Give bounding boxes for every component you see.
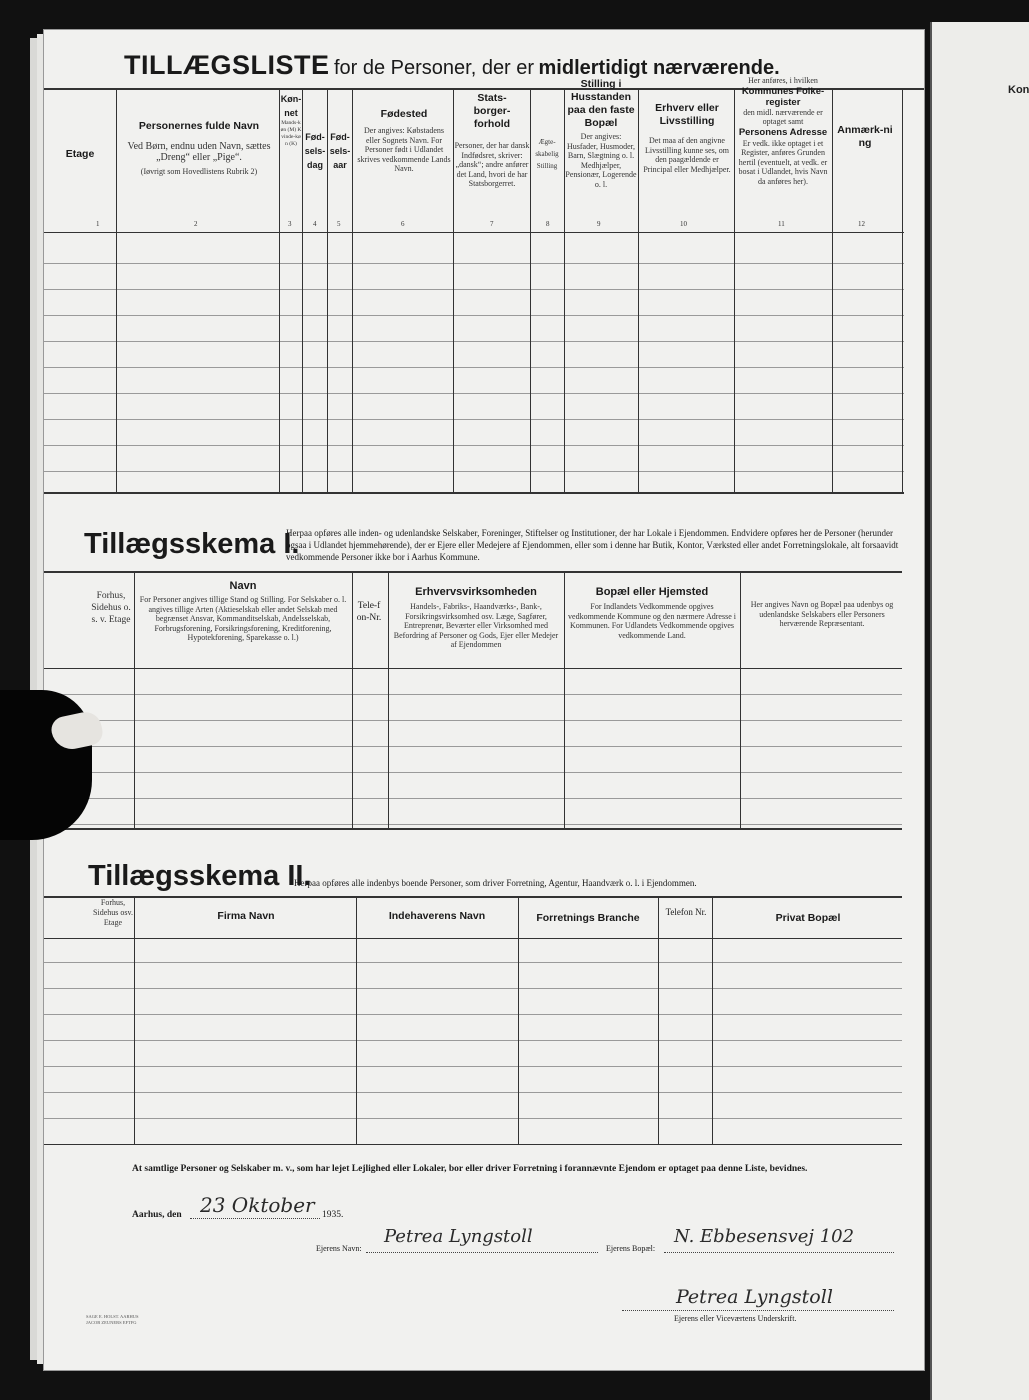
footer-year: 1935. (322, 1210, 344, 1220)
form-page (44, 30, 924, 1370)
owner-address-dotted-line (664, 1252, 894, 1254)
row-rule (44, 720, 902, 721)
signature-dotted-line (622, 1310, 894, 1312)
title-mid: for de Personer, der er (333, 57, 535, 79)
col-household-header (565, 78, 637, 189)
column-rule (740, 571, 741, 828)
row-rule (44, 315, 904, 316)
column-rule (388, 571, 389, 828)
col-birthyear-heading: Fød-sels-aar (329, 132, 351, 170)
col-occupation-note: Det maa af den angivne Livsstilling kunne ses, om den paagældende er Principal eller Medhjælper. (643, 136, 731, 174)
skema1-header-rule (44, 668, 902, 669)
skema1-col-phone: Tele-fon-Nr. (356, 601, 382, 623)
skema1-col-name-heading: Navn (229, 580, 257, 592)
row-rule (44, 962, 902, 963)
row-rule (44, 824, 902, 825)
column-rule (712, 896, 713, 1144)
skema2-title: Tillægsskema II. (88, 860, 312, 892)
col-num-9: 9 (597, 220, 601, 228)
row-rule (44, 694, 902, 695)
skema2-col-phone: Telefon Nr. (665, 907, 707, 917)
skema1-col-residence-header (566, 586, 738, 640)
col-household-heading: Stilling i Husstanden paa den faste Bopæl (567, 78, 635, 129)
skema1-col-residence-heading: Bopæl eller Hjemsted (595, 586, 709, 598)
col-name-heading: Personernes fulde Navn (138, 120, 260, 132)
owner-name-label: Ejerens Navn: (316, 1244, 362, 1253)
row-rule (44, 1014, 902, 1015)
footer-declaration: At samtlige Personer og Selskaber m. v., som har lejet Lejlighed eller Lokaler, bor eller driver Forretning i forannævnte Ejendom er optaget paa denne Liste, bevidnes. (132, 1164, 808, 1174)
printer-imprint: SAGE E. HOLST. AARHUS JACOB ZEUNERS EFTFG (86, 1314, 139, 1325)
row-rule (44, 393, 904, 394)
col-household-note: Der angives: Husfader, Husmoder, Barn, Slægtning o. l. Medhjælper, Pensionær, Logerende o. l. (565, 132, 637, 189)
skema2-col-owner: Indehaverens Navn (388, 910, 486, 922)
column-rule (638, 88, 639, 492)
main-table-bottom-rule (44, 492, 904, 494)
col-num-2: 2 (194, 220, 198, 228)
adjacent-page (930, 22, 1029, 1400)
col-register-note2: Er vedk. ikke optaget i et Register, anføres Grunden hertil (eventuelt, at vedk. er bosat i Udlandet, hvis Navn da anføres her). (738, 138, 828, 186)
col-sex-heading: Køn-net (280, 94, 302, 118)
adjacent-page-text: Kon (1008, 84, 1029, 96)
row-rule (44, 772, 902, 773)
col-num-4: 4 (313, 220, 317, 228)
row-rule (44, 746, 902, 747)
col-register-heading2: Personens Adresse (738, 126, 828, 138)
col-remark-heading: Anmærk-ning (837, 124, 893, 149)
row-rule (44, 471, 904, 472)
column-rule (352, 88, 353, 492)
skema2-header-rule (44, 938, 902, 939)
skema2-top-rule (44, 896, 902, 898)
column-rule (832, 88, 833, 492)
form-title (124, 50, 780, 81)
main-table-header-rule (44, 232, 904, 233)
col-name-note2: (Iøvrigt som Hovedlistens Rubrik 2) (140, 167, 258, 176)
owner-address-label: Ejerens Bopæl: (606, 1244, 656, 1253)
column-rule (356, 896, 357, 1144)
col-etage-heading: Etage (65, 148, 95, 160)
row-rule (44, 289, 904, 290)
row-rule (44, 367, 904, 368)
col-register-pre: Her anføres, i hvilken (748, 76, 818, 85)
skema1-intro: Herpaa opføres alle inden- og udenlandske Selskaber, Foreninger, Stiftelser og Institutioner, der har Lokale i Ejendommen. Endvidere opføres her de Personer (herunder ogsaa i Udlandet hjemmehørende), der er Ejere eller Medejere af Ejendommen, eller som i denne har Butik, Kontor, Værksted eller andet Forretningslokale, alt forsaavidt vedkommende Personer ikke bor i Aarhus Kommune. (286, 528, 899, 562)
col-birthplace-note: Der angives: Købstadens eller Sognets Navn. For Personer født i Udlandet skrives vedkommende Lands Navn. (357, 126, 451, 173)
col-birthplace-header (356, 108, 452, 174)
col-occupation-header (640, 102, 734, 174)
title-end: midlertidigt nærværende. (538, 57, 780, 79)
column-rule (134, 571, 135, 828)
row-rule (44, 263, 904, 264)
col-marital-header (531, 136, 563, 172)
row-rule (44, 1118, 902, 1119)
column-rule (902, 88, 903, 492)
col-citizenship-note: Personer, der har dansk Indfødsret, skriver: „dansk“; andre anfører det Land, hvori de har Statsborgerret. (454, 141, 530, 188)
col-num-3: 3 (288, 220, 292, 228)
skema2-intro: Herpaa opføres alle indenbys boende Personer, som driver Forretning, Agentur, Haandværk o. l. i Ejendommen. (294, 878, 697, 888)
skema1-col-business-header (390, 586, 562, 650)
row-rule (44, 1040, 902, 1041)
row-rule (44, 1066, 902, 1067)
skema1-col-name-note: For Personer angives tillige Stand og Stilling. For Selskaber o. l. angives tillige Arten (Aktieselskab eller andet Selskab med begrænset Ansvar, Kommanditselskab, Andelsselskab, Forbrugsforening, Forsikringsforening, Kreditforening, Hypotekforening, Sparekasse o. l.) (139, 595, 347, 642)
skema1-title: Tillægsskema I. (84, 528, 300, 560)
row-rule (44, 1092, 902, 1093)
col-birthplace-heading: Fødested (380, 108, 428, 120)
title-main: TILLÆGSLISTE (124, 50, 330, 80)
skema2-col-private-address: Privat Bopæl (775, 912, 841, 924)
column-rule (134, 896, 135, 1144)
skema1-col-business-note: Handels-, Fabriks-, Haandværks-, Bank-, Forsikringsvirksomhed osv. Læge, Sagfører, Entreprenør, Beværter eller Virksomhed med Befordring af Personer og Gods, Ejer eller Medejer af Ejendommen (393, 602, 559, 649)
col-citizenship-heading: Stats-borger-forhold (473, 92, 511, 130)
col-name-note: Ved Børn, endnu uden Navn, sættes „Dreng“ eller „Pige“. (127, 141, 271, 163)
date-dotted-line (190, 1218, 320, 1220)
col-marital-heading: Ægte-skabelig Stilling (535, 138, 559, 170)
column-rule (352, 571, 353, 828)
row-rule (44, 341, 904, 342)
skema1-bottom-rule (44, 828, 902, 830)
row-rule (44, 988, 902, 989)
footer-place: Aarhus, den (132, 1210, 182, 1220)
skema2-col-floor: Forhus, Sidehus osv. Etage (93, 898, 133, 927)
skema1-col-business-heading: Erhvervsvirksomheden (415, 586, 537, 598)
col-num-11: 11 (778, 220, 785, 228)
skema1-col-floor: Forhus, Sidehus o. s. v. Etage (91, 591, 131, 625)
column-rule (116, 88, 117, 492)
col-num-12: 12 (858, 220, 865, 228)
col-num-8: 8 (546, 220, 550, 228)
col-num-6: 6 (401, 220, 405, 228)
skema2-bottom-rule (44, 1144, 902, 1145)
skema1-col-representative-note: Her angives Navn og Bopæl paa udenbys og udenlandske Selskabers eller Personers herværende Repræsentant. (750, 600, 894, 628)
skema1-top-rule (44, 571, 902, 573)
holding-thumb (0, 690, 92, 840)
column-rule (564, 571, 565, 828)
skema1-col-residence-note: For Indlandets Vedkommende opgives vedkommende Kommune og den nærmere Adresse i Kommunen. For Udlandets Vedkommende opgives vedkommende Land. (568, 602, 736, 640)
owner-name-handwritten: Petrea Lyngstoll (384, 1226, 533, 1247)
col-register-heading: Kommunes Folke-register (741, 85, 825, 108)
col-sex-header (280, 92, 302, 148)
owner-address-handwritten: N. Ebbesensvej 102 (674, 1226, 855, 1247)
col-register-header (735, 76, 831, 186)
col-citizenship-header (454, 92, 530, 189)
col-register-note: den midl. nærværende er optaget samt (743, 107, 823, 126)
owner-name-dotted-line (366, 1252, 598, 1254)
signature-handwritten: Petrea Lyngstoll (676, 1286, 833, 1308)
col-num-7: 7 (490, 220, 494, 228)
col-name-header (118, 120, 280, 177)
col-num-10: 10 (680, 220, 687, 228)
row-rule (44, 445, 904, 446)
row-rule (44, 798, 902, 799)
footer-date-handwritten: 23 Oktober (200, 1193, 315, 1217)
column-rule (658, 896, 659, 1144)
skema2-col-firm: Firma Navn (217, 910, 275, 922)
skema1-col-name-header (136, 580, 350, 643)
col-sex-note: Mands-køn (M) Kvinde-køn (K) (280, 120, 302, 147)
column-rule (518, 896, 519, 1144)
col-occupation-heading: Erhverv eller Livsstilling (655, 102, 719, 127)
skema2-col-branch: Forretnings Branche (536, 912, 640, 924)
col-num-1: 1 (96, 220, 100, 228)
col-num-5: 5 (337, 220, 341, 228)
signature-label: Ejerens eller Viceværtens Underskrift. (674, 1314, 797, 1323)
col-birthday-heading: Fød-sels-dag (304, 132, 326, 170)
row-rule (44, 419, 904, 420)
